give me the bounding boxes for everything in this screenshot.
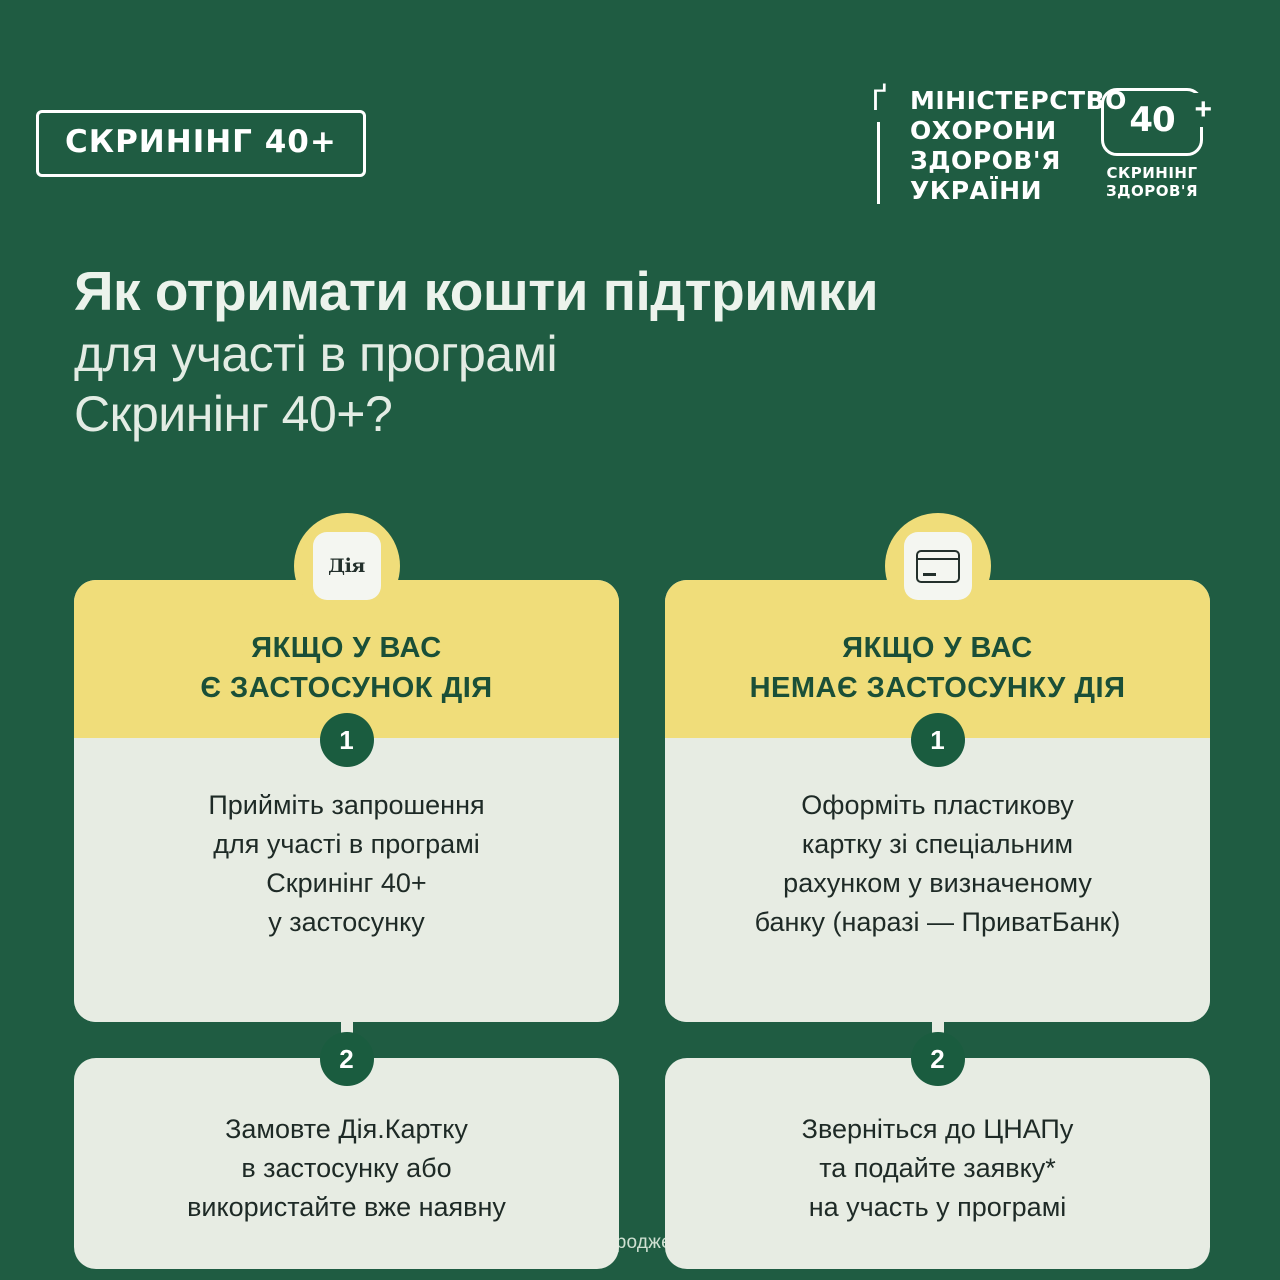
step-badge-left-1: 1: [320, 713, 374, 767]
card-left-title-line-2: Є ЗАСТОСУНОК ДІЯ: [200, 672, 493, 704]
card-left-2-wrap: [74, 1043, 619, 1269]
ministry-line-2: ОХОРОНИ: [910, 116, 1057, 145]
card-right-step-2-line-3: на участь у програмі: [808, 1192, 1067, 1222]
heading-line-2: для участі в програмі: [74, 326, 558, 382]
ministry-line-4: УКРАЇНИ: [910, 176, 1043, 205]
trident-icon: Ґ: [862, 86, 896, 204]
bank-card-icon: [885, 513, 991, 619]
header: [0, 0, 1280, 230]
card-left-step-2-line-2: в застосунку або: [241, 1153, 452, 1183]
card-right-step-2-text: [665, 1058, 1210, 1269]
page-title-badge: СКРИНІНГ 40+: [36, 110, 366, 177]
ministry-line-3: ЗДОРОВ'Я: [910, 146, 1061, 175]
step-badge-right-1: 1: [911, 713, 965, 767]
card-right-step-1-line-3: рахунком у визначеному: [783, 868, 1092, 898]
page-heading: [74, 258, 1174, 444]
card-right-title-line-2: НЕМАЄ ЗАСТОСУНКУ ДІЯ: [749, 672, 1126, 704]
column-without-diia-app: [665, 513, 1210, 1269]
diia-app-icon-inner: [313, 532, 381, 600]
card-right-step-1-line-4: банку (наразі — ПриватБанк): [754, 907, 1121, 937]
card-right-2-wrap: [665, 1043, 1210, 1269]
heading-line-3: Скринінг 40+?: [74, 386, 393, 442]
card-left-step-2-line-1: Замовте Дія.Картку: [225, 1114, 468, 1144]
screening-logo-subtitle: [1092, 164, 1212, 200]
diia-app-icon-label: Дія: [328, 555, 365, 577]
card-left-step-1-line-4: у застосунку: [268, 907, 425, 937]
screening-logo-sub-line-2: ЗДОРОВ'Я: [1105, 182, 1199, 200]
card-right-step-2-line-2: та подайте заявку*: [819, 1153, 1056, 1183]
card-right-step-1-line-2: картку зі спеціальним: [801, 829, 1074, 859]
screening-logo-box: [1101, 88, 1212, 156]
ministry-logo: [862, 86, 1127, 206]
step-badge-left-2: 2: [320, 1032, 374, 1086]
card-left-step-1-line-1: Прийміть запрошення: [208, 790, 485, 820]
card-left-step-2-text: [74, 1058, 619, 1269]
steps-columns: [74, 513, 1210, 1269]
card-left: [74, 580, 619, 1022]
screening-logo-sub-line-1: СКРИНІНГ: [1106, 164, 1198, 182]
screening-logo-number: 40: [1129, 100, 1175, 140]
card-left-title-line-1: ЯКЩО У ВАС: [251, 632, 442, 664]
step-badge-right-2: 2: [911, 1032, 965, 1086]
card-right-step-1-text: [665, 738, 1210, 1022]
heading-line-1: Як отримати кошти підтримки: [74, 260, 879, 322]
card-right-step-2-line-1: Зверніться до ЦНАПу: [801, 1114, 1074, 1144]
card-right-step-1-line-1: Оформіть пластикову: [801, 790, 1074, 820]
card-left-step-1-line-2: для участі в програмі: [213, 829, 480, 859]
card-right-title-line-1: ЯКЩО У ВАС: [842, 632, 1033, 664]
card-left-step-1-line-3: Скринінг 40+: [266, 868, 427, 898]
card-left-step-2-line-3: використайте вже наявну: [187, 1192, 506, 1222]
ministry-line-1: МІНІСТЕРСТВО: [910, 86, 1127, 115]
footnote: народження: [594, 1232, 704, 1253]
screening-logo-plus: +: [1194, 93, 1212, 126]
column-with-diia-app: [74, 513, 619, 1269]
card-left-step-1-text: [74, 738, 619, 1022]
bank-card-icon-inner: [904, 532, 972, 600]
card-right: [665, 580, 1210, 1022]
diia-app-icon: [294, 513, 400, 619]
screening-logo: [1092, 88, 1212, 200]
bank-card-glyph: [916, 550, 960, 583]
